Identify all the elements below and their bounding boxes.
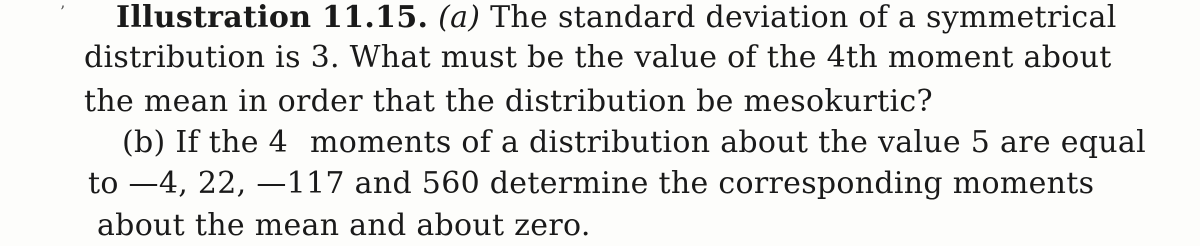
problem-line-5	[88, 166, 1094, 202]
problem-line-6	[97, 208, 591, 244]
part-b-text-start: moments of a distribution about the value 5 are equal	[310, 125, 1146, 160]
stray-mark: ’	[60, 2, 66, 21]
part-b-marker: (b) If the 4	[122, 125, 288, 160]
problem-line-4	[122, 125, 1146, 161]
part-b-text-line-5: to —4, 22, —117 and 560 determine the corresponding moments	[88, 166, 1095, 201]
part-a-text-start: The standard deviation of a symmetrical	[490, 0, 1117, 35]
part-a-text-line-2: distribution is 3. What must be the value of the 4th moment about	[84, 40, 1112, 75]
part-a-marker: (a)	[438, 0, 481, 35]
part-a-text-line-3: the mean in order that the distribution be mesokurtic?	[84, 84, 933, 119]
problem-line-3	[84, 84, 933, 120]
problem-line-1	[116, 0, 1117, 36]
illustration-label: Illustration 11.15.	[116, 0, 429, 35]
part-b-text-line-6: about the mean and about zero.	[97, 208, 591, 243]
problem-line-2	[84, 40, 1112, 76]
